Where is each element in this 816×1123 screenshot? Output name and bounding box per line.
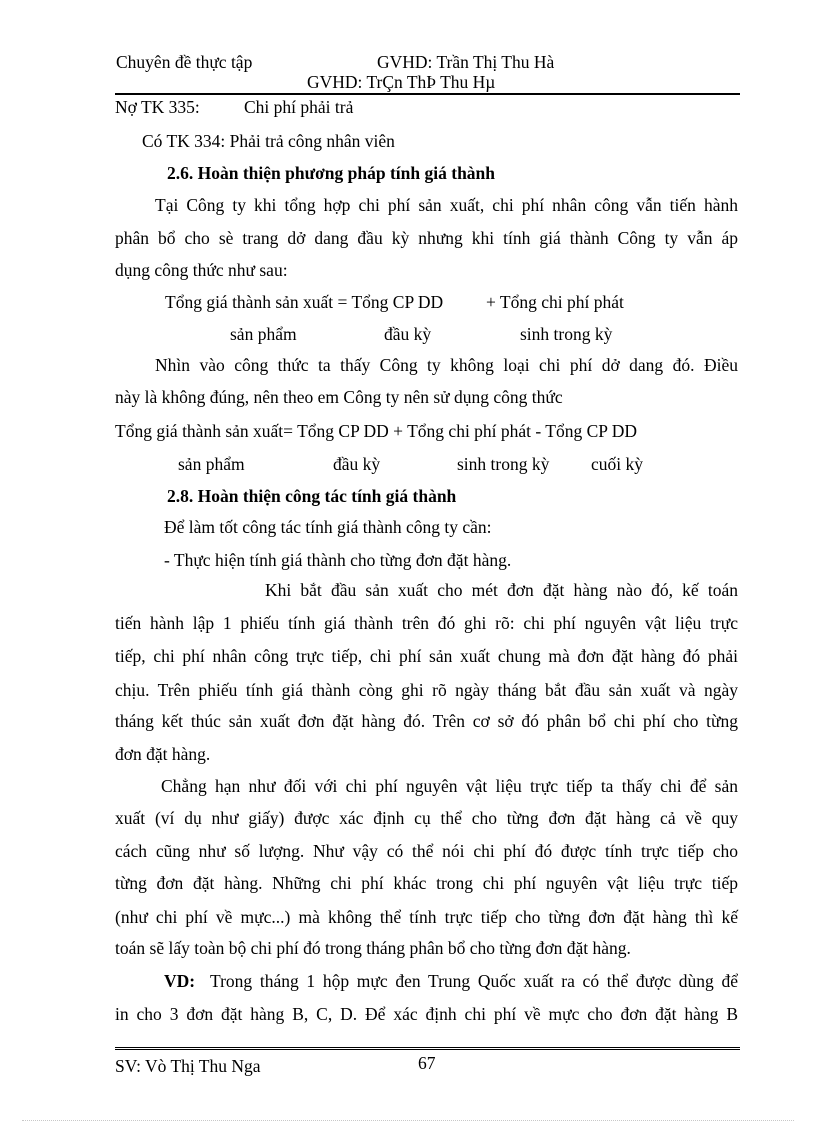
footer-rule — [115, 1047, 740, 1050]
para4: - Thực hiện tính giá thành cho từng đơn đặt hàng. — [164, 550, 512, 570]
header-subject: Chuyên đề thực tập — [116, 52, 253, 72]
formula1-sub2: đầu kỳ — [384, 324, 432, 344]
para6-line6: toán sẽ lấy toàn bộ chi phí đó trong tháng phân bổ cho từng đơn đặt hàng. — [115, 938, 631, 958]
para5-line1: Khi bắt đầu sản xuất cho mét đơn đặt hàng nào đó, kế toán — [265, 580, 738, 600]
para2-line2: này là không đúng, nên theo em Công ty nên sử dụng công thức — [115, 387, 563, 407]
para6-line2: xuất (ví dụ như giấy) được xác định cụ thể cho từng đơn đặt hàng cả về quy — [115, 808, 738, 828]
formula1-part1: Tổng giá thành sản xuất = Tổng CP DD — [165, 292, 444, 312]
credit-line: Có TK 334: Phải trả công nhân viên — [142, 131, 395, 151]
header-advisor: GVHD: Trần Thị Thu Hà — [377, 52, 555, 72]
formula2-sub3: sinh trong kỳ — [457, 454, 550, 474]
para6-line1: Chẳng hạn như đối với chi phí nguyên vật liệu trực tiếp ta thấy chi để sản — [161, 776, 738, 796]
section-heading-2-6: 2.6. Hoàn thiện phương pháp tính giá thành — [167, 163, 496, 183]
para5-line4: chịu. Trên phiếu tính giá thành còng ghi rõ ngày tháng bắt đầu sản xuất và ngày — [115, 680, 738, 700]
header-advisor-garbled: GVHD: TrÇn ThÞ Thu Hµ — [307, 72, 496, 92]
para1-line3: dụng công thức như sau: — [115, 260, 288, 280]
section-heading-2-8: 2.8. Hoàn thiện công tác tính giá thành — [167, 486, 457, 506]
para6-line4: từng đơn đặt hàng. Những chi phí khác trong chi phí nguyên vật liệu trực tiếp — [115, 873, 738, 893]
para1-line1: Tại Công ty khi tổng hợp chi phí sản xuất, chi phí nhân công vẫn tiến hành — [155, 195, 738, 215]
formula2-sub2: đầu kỳ — [333, 454, 381, 474]
para3: Để làm tốt công tác tính giá thành công ty cần: — [164, 517, 492, 537]
example-label: VD: — [164, 971, 196, 991]
para6-line3: cách cũng như số lượng. Như vậy có thể nói chi phí đó được tính trực tiếp cho — [115, 841, 738, 861]
para5-line5: tháng kết thúc sản xuất đơn đặt hàng đó. Trên cơ sở đó phân bổ chi phí cho từng — [115, 711, 738, 731]
header-rule — [115, 93, 740, 95]
formula2-sub1: sản phẩm — [178, 454, 245, 474]
formula2-sub4: cuối kỳ — [591, 454, 644, 474]
formula2-main: Tổng giá thành sản xuất= Tổng CP DD + Tổng chi phí phát - Tổng CP DD — [115, 421, 638, 441]
para2-line1: Nhìn vào công thức ta thấy Công ty không loại chi phí dở dang đó. Điều — [155, 355, 738, 375]
para5-line3: tiếp, chi phí nhân công trực tiếp, chi phí sản xuất chung mà đơn đặt hàng đó phải — [115, 646, 738, 666]
footer-student: SV: Vò Thị Thu Nga — [115, 1056, 261, 1076]
para5-line6: đơn đặt hàng. — [115, 744, 211, 764]
debit-line-label: Nợ TK 335: — [115, 97, 200, 117]
debit-line-text: Chi phí phải trả — [244, 97, 354, 117]
para5-line2: tiến hành lập 1 phiếu tính giá thành trên đó ghi rõ: chi phí nguyên vật liệu trực — [115, 613, 738, 633]
page-number: 67 — [418, 1053, 436, 1073]
formula1-part2: + Tổng chi phí phát — [486, 292, 624, 312]
page-edge-dots — [22, 1120, 794, 1121]
formula1-sub1: sản phẩm — [230, 324, 297, 344]
para7-line1: Trong tháng 1 hộp mực đen Trung Quốc xuất ra có thể được dùng để — [210, 971, 738, 991]
para7-line2: in cho 3 đơn đặt hàng B, C, D. Để xác định chi phí về mực cho đơn đặt hàng B — [115, 1004, 738, 1024]
formula1-sub3: sinh trong kỳ — [520, 324, 613, 344]
para6-line5: (như chi phí về mực...) mà không thể tính trực tiếp cho từng đơn đặt hàng thì kế — [115, 907, 738, 927]
para1-line2: phân bổ cho sè trang dở dang đầu kỳ nhưng khi tính giá thành Công ty vẫn áp — [115, 228, 738, 248]
